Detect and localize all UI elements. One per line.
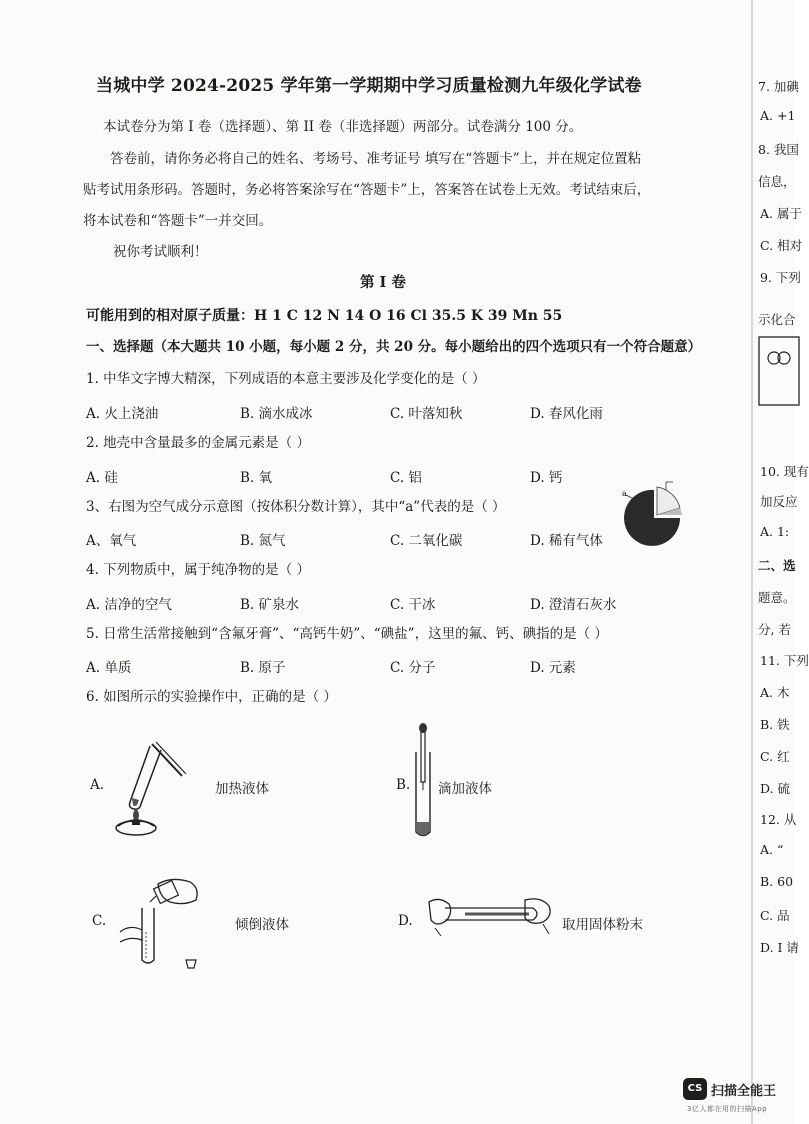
q4-option-a: A. 洁净的空气 <box>86 597 172 613</box>
q6-option-b-letter: B. <box>396 777 411 793</box>
q5-option-d: D. 元素 <box>530 660 576 676</box>
q9-figure-box <box>758 336 794 406</box>
right-col-line: 二、选 <box>758 558 796 573</box>
right-col-line: C. 相对 <box>760 238 803 253</box>
q5-option-a: A. 单质 <box>86 660 132 676</box>
wish-line: 祝你考试顺利！ <box>113 244 208 260</box>
right-col-line: A. 属于 <box>760 206 802 221</box>
q6-option-b-label: 滴加液体 <box>438 781 492 797</box>
q1-option-a: A. 火上浇油 <box>86 406 159 422</box>
atomic-masses: 可能用到的相对原子质量：H 1 C 12 N 14 O 16 Cl 35.5 K 39 Mn 55 <box>86 308 563 324</box>
intro-line-4: 将本试卷和“答题卡”一并交回。 <box>83 213 273 229</box>
q1-option-b: B. 滴水成冰 <box>240 406 313 422</box>
right-col-line: 示化合 <box>758 312 796 327</box>
q2-option-c: C. 铝 <box>390 470 422 486</box>
q6-option-d-letter: D. <box>398 913 413 929</box>
q1-option-d: D. 春风化雨 <box>530 406 603 422</box>
right-col-line: 分, 若 <box>758 622 791 637</box>
intro-line-3: 贴考试用条形码。答题时，务必将答案涂写在“答题卡”上，答案答在试卷上无效。考试结束后， <box>83 182 651 198</box>
right-col-line: D. I 请 <box>760 940 799 955</box>
question-5-stem: 5. 日常生活常接触到“含氟牙膏”、“高钙牛奶”、“碘盐”，这里的氟、钙、碘指的是（ ） <box>86 626 608 642</box>
right-col-line: 题意。 <box>758 590 796 605</box>
exam-title: 当城中学 2024-2025 学年第一学期期中学习质量检测九年级化学试卷 <box>96 76 642 96</box>
q3-option-d: D. 稀有气体 <box>530 533 603 549</box>
question-6-stem: 6. 如图所示的实验操作中，正确的是（ ） <box>86 689 337 705</box>
camscanner-tagline: 3亿人都在用的扫描App <box>687 1105 768 1113</box>
q6-option-a-label: 加热液体 <box>215 781 269 797</box>
q6-option-c-label: 倾倒液体 <box>235 917 289 933</box>
q2-option-a: A. 硅 <box>86 470 118 486</box>
q5-option-b: B. 原子 <box>240 660 286 676</box>
right-col-line: D. 硫 <box>760 781 791 796</box>
question-1-stem: 1. 中华文字博大精深，下列成语的本意主要涉及化学变化的是（ ） <box>86 371 486 387</box>
q3-option-c: C. 二氧化碳 <box>390 533 463 549</box>
intro-line-2: 答卷前，请你务必将自己的姓名、考场号、准考证号 填写在“答题卡”上，并在规定位置粘 <box>110 151 642 167</box>
air-composition-pie <box>620 478 682 550</box>
right-col-line: 12. 从 <box>760 812 797 827</box>
q5-option-c: C. 分子 <box>390 660 436 676</box>
heating-liquid-figure <box>104 736 200 836</box>
right-col-line: 8. 我国 <box>758 142 799 157</box>
camscanner-logo-icon: CS <box>683 1078 707 1100</box>
q6-option-d-label: 取用固体粉末 <box>562 917 643 933</box>
pie-label-a: a <box>622 489 627 498</box>
right-col-line: C. 红 <box>760 749 790 764</box>
dropping-liquid-figure <box>410 722 436 840</box>
right-col-line: A. 1: <box>760 524 790 539</box>
right-col-line: 11. 下列 <box>760 653 809 668</box>
camscanner-brand-name: 扫描全能王 <box>711 1084 777 1099</box>
right-col-line: B. 60 <box>760 874 794 889</box>
taking-powder-figure <box>425 890 557 942</box>
question-3-stem: 3、右图为空气成分示意图（按体积分数计算），其中“a”代表的是（ ） <box>86 499 506 515</box>
right-col-line: 9. 下列 <box>760 270 801 285</box>
q4-option-b: B. 矿泉水 <box>240 597 300 613</box>
part1-heading: 第 I 卷 <box>360 274 406 291</box>
question-2-stem: 2. 地壳中含量最多的金属元素是（ ） <box>86 435 310 451</box>
intro-line-1: 本试卷分为第 I 卷（选择题）、第 II 卷（非选择题）两部分。试卷满分 100 分。 <box>103 119 583 135</box>
page-gutter <box>751 0 753 1124</box>
right-col-line: 信息， <box>758 174 796 189</box>
q6-option-a-letter: A. <box>90 777 105 793</box>
right-col-line: 7. 加碘 <box>758 79 799 94</box>
q2-option-d: D. 钙 <box>530 470 563 486</box>
right-col-line: C. 品 <box>760 908 790 923</box>
q2-option-b: B. 氧 <box>240 470 273 486</box>
q1-option-c: C. 叶落知秋 <box>390 406 463 422</box>
q4-option-d: D. 澄清石灰水 <box>530 597 617 613</box>
question-4-stem: 4. 下列物质中，属于纯净物的是（ ） <box>86 562 310 578</box>
right-col-line: 加反应 <box>760 494 798 509</box>
q3-option-a: A、氧气 <box>86 533 137 549</box>
q6-option-c-letter: C. <box>92 913 107 929</box>
pouring-liquid-figure <box>112 872 212 972</box>
right-col-line: A. +1 <box>760 108 796 123</box>
right-col-line: B. 铁 <box>760 717 790 732</box>
q4-option-c: C. 干冰 <box>390 597 436 613</box>
section-1-title: 一、选择题（本大题共 10 小题，每小题 2 分，共 20 分。每小题给出的四个选项只有一个符合题意） <box>86 339 702 355</box>
right-col-line: A. 木 <box>760 685 790 700</box>
right-col-line: A. “ <box>760 842 784 857</box>
right-col-line: 10. 现有 <box>760 464 809 479</box>
q3-option-b: B. 氮气 <box>240 533 286 549</box>
